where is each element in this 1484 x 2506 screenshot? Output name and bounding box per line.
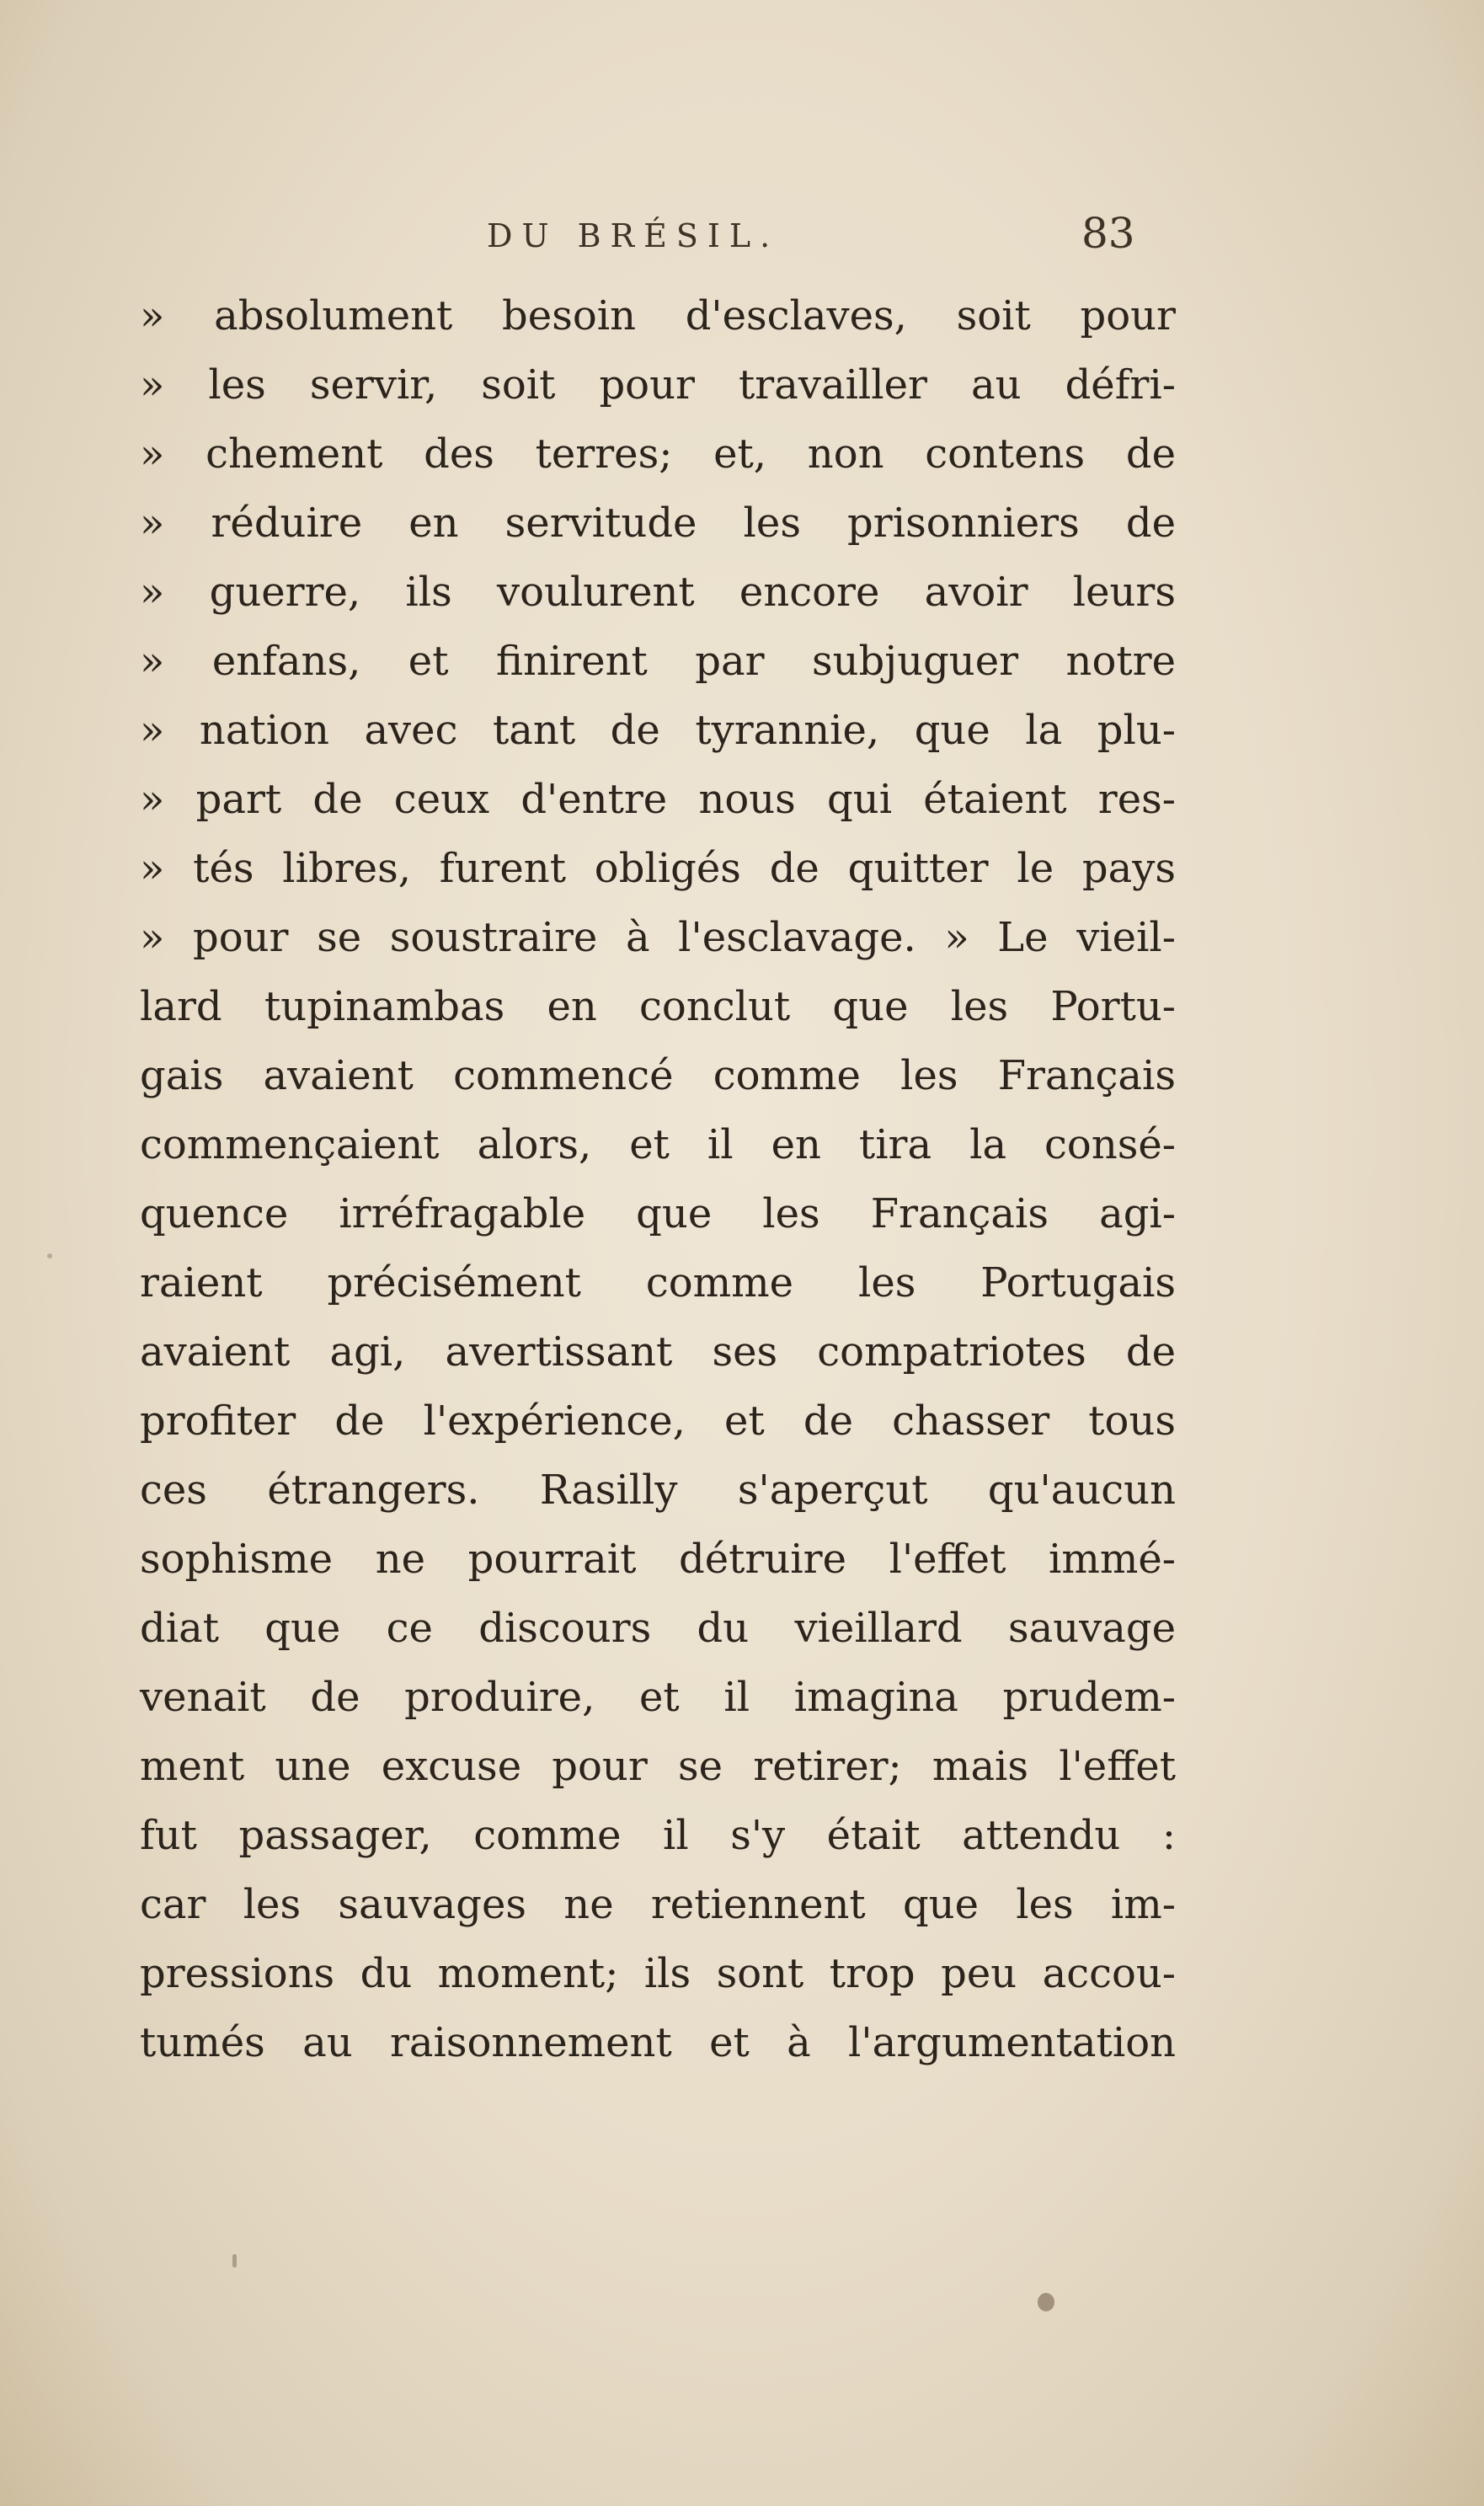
paper-blemish bbox=[232, 2254, 237, 2268]
text-line: » guerre, ils voulurent encore avoir leurs bbox=[140, 569, 1176, 616]
text-line: fut passager, comme il s'y était attendu : bbox=[140, 1812, 1176, 1859]
text-line: profiter de l'expérience, et de chasser tous bbox=[140, 1397, 1176, 1445]
text-line: » enfans, et finirent par subjuguer notre bbox=[140, 638, 1176, 685]
text-line: pressions du moment; ils sont trop peu accou- bbox=[140, 1950, 1176, 1997]
text-line: avaient agi, avertissant ses compatriotes de bbox=[140, 1328, 1176, 1376]
text-line: quence irréfragable que les Français agi- bbox=[140, 1190, 1176, 1237]
text-line: car les sauvages ne retiennent que les im- bbox=[140, 1881, 1176, 1928]
body-text bbox=[140, 281, 1176, 2077]
text-line: diat que ce discours du vieillard sauvage bbox=[140, 1605, 1176, 1652]
text-line: » chement des terres; et, non contens de bbox=[140, 430, 1176, 478]
text-line: lard tupinambas en conclut que les Portu- bbox=[140, 983, 1176, 1030]
text-line: » nation avec tant de tyrannie, que la plu- bbox=[140, 707, 1176, 754]
text-line: » absolument besoin d'esclaves, soit pour bbox=[140, 292, 1176, 339]
text-line: » réduire en servitude les prisonniers de bbox=[140, 500, 1176, 547]
running-title: DU BRÉSIL. bbox=[487, 217, 780, 254]
text-line: gais avaient commencé comme les Français bbox=[140, 1052, 1176, 1099]
page-header bbox=[0, 209, 1484, 268]
text-line: raient précisément comme les Portugais bbox=[140, 1259, 1176, 1306]
text-line: » part de ceux d'entre nous qui étaient res- bbox=[140, 776, 1176, 823]
text-line: » les servir, soit pour travailler au défri- bbox=[140, 361, 1176, 409]
text-line: commençaient alors, et il en tira la consé- bbox=[140, 1121, 1176, 1168]
text-line: ment une excuse pour se retirer; mais l'effet bbox=[140, 1743, 1176, 1790]
text-line: » tés libres, furent obligés de quitter le pays bbox=[140, 845, 1176, 892]
text-line: sophisme ne pourrait détruire l'effet immé- bbox=[140, 1536, 1176, 1583]
paper-blemish bbox=[47, 1253, 52, 1258]
text-line: » pour se soustraire à l'esclavage. » Le vieil- bbox=[140, 914, 1176, 961]
paper-blemish bbox=[1038, 2293, 1054, 2311]
text-line: venait de produire, et il imagina prudem- bbox=[140, 1674, 1176, 1721]
page-number: 83 bbox=[1081, 209, 1135, 258]
text-line: ces étrangers. Rasilly s'aperçut qu'aucun bbox=[140, 1467, 1176, 1514]
text-line: tumés au raisonnement et à l'argumentation bbox=[140, 2019, 1176, 2066]
